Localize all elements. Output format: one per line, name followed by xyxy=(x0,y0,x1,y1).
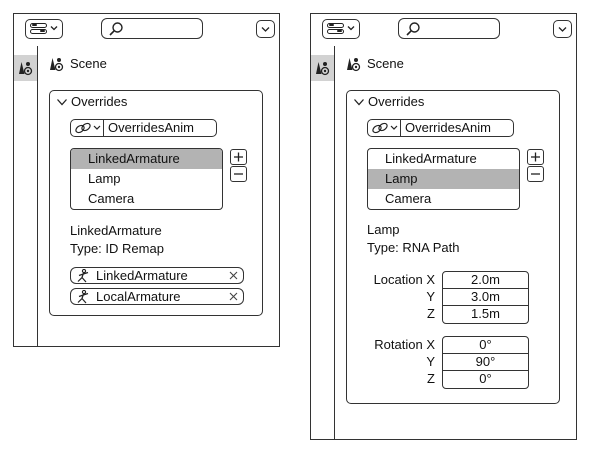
search-icon xyxy=(405,21,421,37)
rotation-x-field[interactable]: 0° xyxy=(443,337,528,354)
options-menu-button[interactable] xyxy=(553,20,572,38)
context-label: Scene xyxy=(367,55,404,71)
rotation-z-label: Z xyxy=(427,371,435,386)
data-block-name: OverridesAnim xyxy=(103,120,194,136)
data-block-selector[interactable] xyxy=(367,119,514,137)
override-info xyxy=(70,222,164,258)
overrides-section-header[interactable] xyxy=(56,94,127,109)
section-title: Overrides xyxy=(71,94,128,109)
rotation-x-label: Rotation X xyxy=(374,337,435,352)
overrides-list xyxy=(367,148,520,210)
list-item[interactable]: LinkedArmature xyxy=(385,151,477,166)
location-x-label: Location X xyxy=(373,272,435,287)
location-z-field[interactable]: 1.5m xyxy=(471,306,500,321)
list-item[interactable]: LinkedArmature xyxy=(71,149,222,169)
add-override-button[interactable] xyxy=(230,149,247,165)
scene-tab[interactable] xyxy=(311,55,334,81)
add-override-button[interactable] xyxy=(527,149,544,165)
context-tab-strip xyxy=(311,46,335,439)
chevron-down-icon xyxy=(56,97,68,107)
override-name: LinkedArmature xyxy=(70,223,162,238)
editor-type-button[interactable] xyxy=(322,19,360,39)
scene-tab[interactable] xyxy=(14,55,37,81)
remove-override-button[interactable] xyxy=(527,166,544,182)
context-label: Scene xyxy=(70,55,107,71)
properties-panel-right xyxy=(310,13,577,440)
overrides-section xyxy=(346,90,560,404)
armature-icon xyxy=(75,290,91,304)
properties-editor-icon xyxy=(327,23,344,34)
section-title: Overrides xyxy=(368,94,425,109)
search-icon xyxy=(108,21,124,37)
data-block-selector[interactable] xyxy=(70,119,217,137)
rotation-y-field[interactable]: 90° xyxy=(443,354,528,371)
override-info xyxy=(367,221,460,257)
data-block-name: OverridesAnim xyxy=(400,120,491,136)
chevron-down-icon xyxy=(557,24,568,34)
properties-editor-icon xyxy=(30,23,47,34)
location-y-label: Y xyxy=(426,289,435,304)
link-chain-icon xyxy=(371,121,389,135)
scene-icon xyxy=(314,59,331,76)
minus-icon xyxy=(233,169,244,179)
scene-context-row xyxy=(48,52,107,74)
scene-icon xyxy=(345,55,362,72)
chevron-down-icon xyxy=(49,23,59,33)
scene-icon xyxy=(17,59,34,76)
chevron-down-icon xyxy=(93,124,101,131)
panel-header xyxy=(311,14,576,46)
minus-icon xyxy=(530,169,541,179)
remap-source-label: LinkedArmature xyxy=(96,268,188,283)
location-z-label: Z xyxy=(427,306,435,321)
scene-icon xyxy=(48,55,65,72)
close-icon[interactable] xyxy=(229,271,238,280)
chevron-down-icon xyxy=(260,24,271,34)
close-icon[interactable] xyxy=(229,292,238,301)
list-item[interactable]: Camera xyxy=(88,191,135,206)
overrides-section-header[interactable] xyxy=(353,94,424,109)
remap-target-label: LocalArmature xyxy=(96,289,181,304)
chevron-down-icon xyxy=(390,124,398,131)
link-chain-icon xyxy=(74,121,92,135)
override-type: Type: ID Remap xyxy=(70,241,164,256)
override-type: Type: RNA Path xyxy=(367,240,460,255)
plus-icon xyxy=(530,152,541,162)
editor-type-button[interactable] xyxy=(25,19,63,39)
panel-header xyxy=(14,14,279,46)
overrides-list xyxy=(70,148,223,210)
location-vector-field xyxy=(442,271,529,324)
remap-target-field[interactable] xyxy=(70,288,244,305)
list-item[interactable]: Camera xyxy=(385,191,432,206)
properties-panel-left xyxy=(13,13,280,347)
scene-context-row xyxy=(345,52,404,74)
plus-icon xyxy=(233,152,244,162)
location-y-field[interactable]: 3.0m xyxy=(443,289,528,306)
list-item[interactable]: Lamp xyxy=(368,169,519,189)
armature-icon xyxy=(75,269,91,283)
rotation-y-label: Y xyxy=(426,354,435,369)
chevron-down-icon xyxy=(346,23,356,33)
search-input[interactable] xyxy=(101,18,203,39)
rotation-z-field[interactable]: 0° xyxy=(479,371,492,386)
search-input[interactable] xyxy=(398,18,500,39)
override-name: Lamp xyxy=(367,222,400,237)
context-tab-strip xyxy=(14,46,38,346)
overrides-section xyxy=(49,90,263,316)
options-menu-button[interactable] xyxy=(256,20,275,38)
list-item[interactable]: Lamp xyxy=(88,171,121,186)
remove-override-button[interactable] xyxy=(230,166,247,182)
chevron-down-icon xyxy=(353,97,365,107)
location-x-field[interactable]: 2.0m xyxy=(443,272,528,289)
rotation-vector-field xyxy=(442,336,529,389)
remap-source-field[interactable] xyxy=(70,267,244,284)
